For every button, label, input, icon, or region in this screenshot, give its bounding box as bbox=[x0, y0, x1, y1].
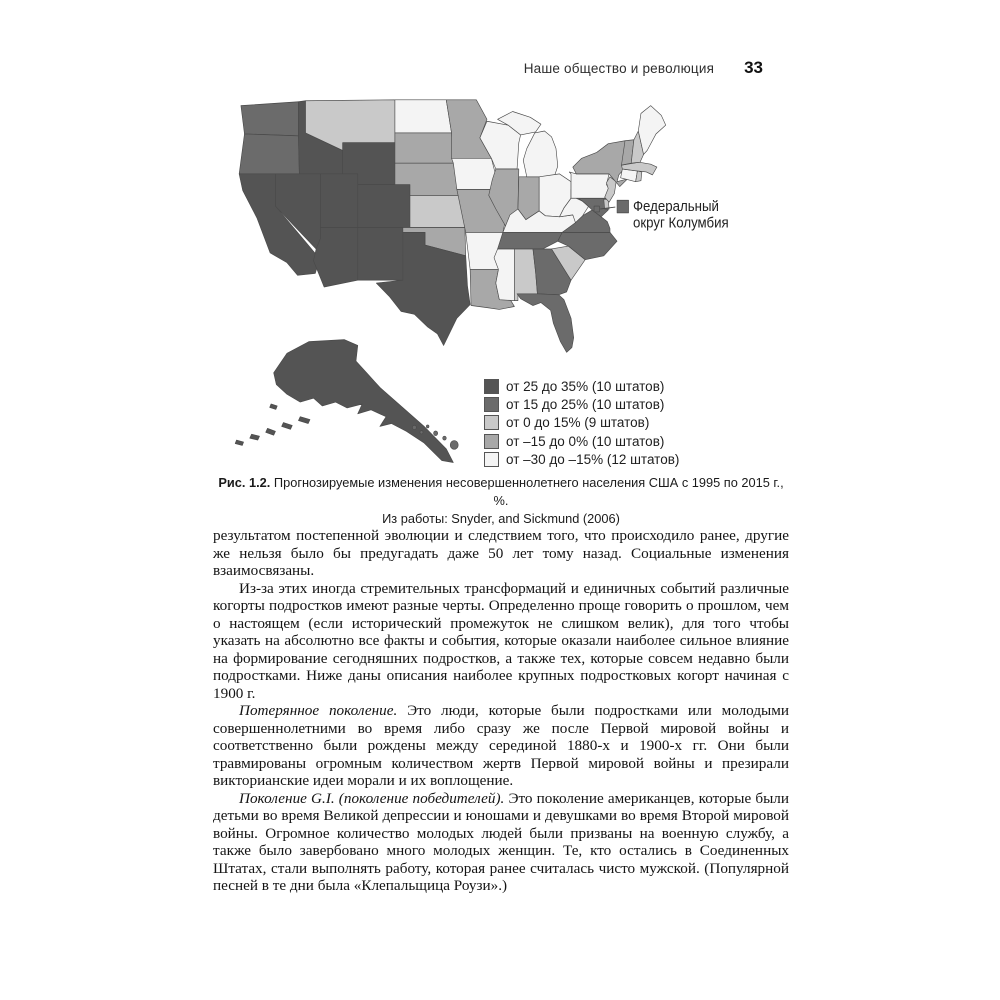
state-nm bbox=[358, 228, 403, 281]
state-me bbox=[638, 106, 665, 155]
body-text bbox=[213, 527, 789, 895]
paragraph-lead: Поколение G.I. (поколение победителей). bbox=[239, 789, 505, 807]
state-ak bbox=[235, 340, 453, 463]
legend-row bbox=[484, 377, 679, 395]
legend-row bbox=[484, 451, 679, 469]
figure-caption-text: Прогнозируемые изменения несовершеннолетнего населения США с 1995 по 2015 г., %. bbox=[270, 475, 784, 508]
state-tn bbox=[498, 232, 563, 249]
paragraph-text: результатом постепенной эволюции и следствием того, что происходило ранее, другие же нельзя было бы предугадать даже 50 лет тому назад. Социальные изменения взаимосвязаны. bbox=[213, 527, 789, 579]
running-head bbox=[0, 58, 763, 78]
legend-swatch bbox=[484, 415, 499, 430]
paragraph-text: Это люди, которые были подростками или молодыми совершеннолетними во время либо сразу же после Первой мировой войны и соответственно были рождены между серединой 1880-х и 1900-х гг. Они были травмированы огромным количеством жертв Первой мировой войны и презирали викторианские идеи морали и их воплощение. bbox=[213, 702, 789, 789]
state-or bbox=[239, 134, 299, 174]
paragraph bbox=[213, 790, 789, 895]
chapter-title: Наше общество и революция bbox=[523, 61, 715, 76]
paragraph bbox=[213, 702, 789, 790]
state-hi bbox=[434, 431, 438, 435]
page-number: 33 bbox=[744, 58, 763, 77]
figure-caption-source: Из работы: Snyder, and Sickmund (2006) bbox=[382, 511, 620, 526]
state-ut bbox=[321, 174, 358, 228]
legend-swatch bbox=[484, 379, 499, 394]
legend-label: от –30 до –15% (12 штатов) bbox=[506, 452, 680, 468]
dc-callout-label-line1: Федеральный bbox=[632, 197, 719, 215]
paragraph bbox=[213, 527, 789, 580]
dc-legend-swatch bbox=[617, 200, 629, 213]
paragraph-text: Из-за этих иногда стремительных трансформаций и единичных событий различные когорты подростков имеют разные черты. Определенно проще говорить о прошлом, чем о настоящем (если исторический промежуток не слишком велик), для того чтобы указать на абсолютно все факты и события, которые оказали наиболее сильное влияние на формирование сегодняшних подростков, а также тех, которые совсем недавно были подростками. Ниже даны описания наиболее крупных подростковых когорт начиная с 1900 г. bbox=[213, 579, 789, 702]
dc-marker bbox=[594, 206, 599, 212]
legend-swatch bbox=[484, 434, 499, 449]
state-hi bbox=[450, 441, 458, 450]
state-wa bbox=[241, 102, 299, 136]
state-pa bbox=[569, 172, 611, 198]
state-ks bbox=[410, 195, 465, 227]
legend-row bbox=[484, 395, 679, 413]
state-hi bbox=[420, 431, 423, 434]
state-sd bbox=[395, 133, 453, 163]
state-hi bbox=[426, 425, 429, 428]
legend-row bbox=[484, 414, 679, 432]
state-hi bbox=[412, 425, 416, 429]
map-legend bbox=[484, 377, 679, 469]
paragraph-lead: Потерянное поколение. bbox=[239, 702, 398, 719]
legend-swatch bbox=[484, 397, 499, 412]
legend-swatch bbox=[484, 452, 499, 467]
state-nd bbox=[395, 100, 452, 133]
state-fl bbox=[517, 294, 574, 353]
figure-caption bbox=[213, 474, 789, 528]
legend-row bbox=[484, 432, 679, 450]
paragraph-text: Это поколение американцев, которые были детьми во время Великой депрессии и юношами и девушками во время Второй мировой войны. Огромное количество молодых людей были призваны на военную службу, а также было завербовано много молодых женщин. Те, кто остались в Соединенных Штатах, стали выполнять работу, которая ранее считалась чисто мужской. (Популярной песней в те дни была «Клепальщица Роузи».) bbox=[213, 789, 789, 894]
figure-number: Рис. 1.2. bbox=[218, 475, 271, 490]
legend-label: от 25 до 35% (10 штатов) bbox=[506, 378, 665, 394]
figure-caption-line1 bbox=[213, 474, 789, 510]
state-hi bbox=[443, 436, 447, 440]
legend-label: от 15 до 25% (10 штатов) bbox=[506, 397, 665, 413]
dc-callout-label-line2: округ Колумбия bbox=[632, 213, 729, 231]
legend-label: от –15 до 0% (10 штатов) bbox=[506, 433, 665, 449]
legend-label: от 0 до 15% (9 штатов) bbox=[506, 415, 650, 431]
state-co bbox=[358, 185, 410, 228]
paragraph bbox=[213, 580, 789, 703]
